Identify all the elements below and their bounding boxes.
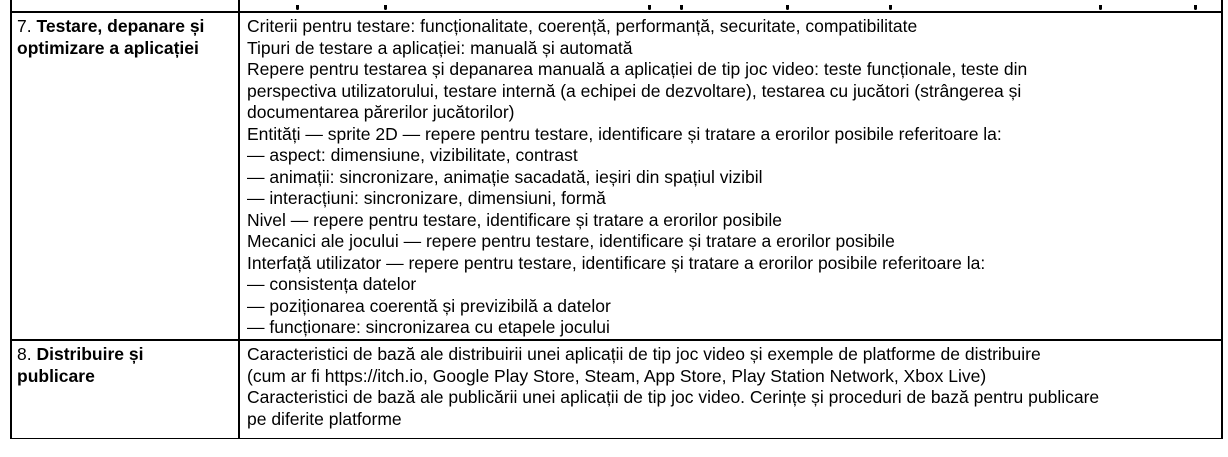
row-8-topic-cell xyxy=(12,341,240,438)
row-7-topic-cell xyxy=(12,13,240,339)
content-line: (cum ar fi https://itch.io, Google Play Store, Steam, App Store, Play Station Network, Xbox Live) xyxy=(247,365,987,386)
content-line: Nivel — repere pentru testare, identificare și tratare a erorilor posibile xyxy=(247,209,782,230)
content-line: — funcționare: sincronizarea cu etapele jocului xyxy=(247,317,610,337)
row-7-content-cell xyxy=(240,13,1221,339)
row-7-title-line-1 xyxy=(17,16,234,38)
content-line: Caracteristici de bază ale distribuirii unei aplicații de tip joc video și exemple de platforme de distribuire xyxy=(247,344,1041,364)
content-line: Interfață utilizator — repere pentru testare, identificare și tratare a erorilor posibile referitoare la: xyxy=(247,252,986,273)
row-number: 7. xyxy=(17,16,37,36)
row-number: 8. xyxy=(17,344,37,364)
clipped-previous-row xyxy=(12,0,1221,13)
clipped-glyph-remnant xyxy=(1194,5,1197,10)
content-line: — aspect: dimensiune, vizibilitate, contrast xyxy=(247,145,578,165)
clipped-glyph-remnant xyxy=(1099,5,1102,10)
row-title-text: publicare xyxy=(17,365,95,386)
content-line: — interacțiuni: sincronizare, dimensiuni, formă xyxy=(247,188,606,208)
row-8-title-line-2 xyxy=(17,366,234,388)
page-bottom-margin xyxy=(0,439,1228,457)
clipped-glyph-remnant xyxy=(786,5,789,10)
row-title-text: Testare, depanare și xyxy=(36,16,205,36)
curriculum-table xyxy=(10,0,1223,440)
row-8-content-cell xyxy=(240,341,1221,438)
row-title-text: Distribuire și xyxy=(36,344,144,364)
content-line: Caracteristici de bază ale publicării unei aplicații de tip joc video. Cerințe și proceduri de bază pentru publicare xyxy=(247,387,1100,407)
content-line: documentarea părerilor jucătorilor) xyxy=(247,102,515,122)
content-line: — animații: sincronizare, animație sacadată, ieșiri din spațiul vizibil xyxy=(247,166,763,187)
clipped-glyph-remnant xyxy=(680,5,683,10)
content-line: perspectiva utilizatorului, testare internă (a echipei de dezvoltare), testarea cu jucători (strângerea și xyxy=(247,80,1022,101)
clipped-glyph-remnant xyxy=(889,5,892,10)
row-7-content-lines xyxy=(247,16,1217,339)
content-line: Criterii pentru testare: funcționalitate, coerență, performanță, securitate, compatibilitate xyxy=(247,16,918,36)
content-line: Mecanici ale jocului — repere pentru testare, identificare și tratare a erorilor posibile xyxy=(247,231,895,251)
table-row-8 xyxy=(12,341,1221,438)
table-row-7 xyxy=(12,13,1221,341)
clipped-glyph-remnant xyxy=(648,5,651,10)
row-8-content-lines xyxy=(247,344,1217,430)
clipped-glyph-remnant xyxy=(384,5,387,10)
content-line: Repere pentru testarea și depanarea manuală a aplicației de tip joc video: teste funcționale, teste din xyxy=(247,59,1028,79)
row-7-title-line-2 xyxy=(17,38,234,60)
clipped-previous-row-left-cell xyxy=(12,0,240,11)
clipped-previous-row-right-cell xyxy=(240,0,1221,11)
content-line: Entități — sprite 2D — repere pentru testare, identificare și tratare a erorilor posibile referitoare la: xyxy=(247,123,1002,144)
content-line: Tipuri de testare a aplicației: manuală și automată xyxy=(247,37,633,58)
clipped-glyph-remnant xyxy=(296,5,299,10)
content-line: — poziționarea coerentă și previzibilă a datelor xyxy=(247,295,611,316)
row-title-text: optimizare a aplicației xyxy=(17,37,199,58)
content-line: pe diferite platforme xyxy=(247,408,402,429)
row-8-title-line-1 xyxy=(17,344,234,366)
content-line: — consistența datelor xyxy=(247,274,417,294)
